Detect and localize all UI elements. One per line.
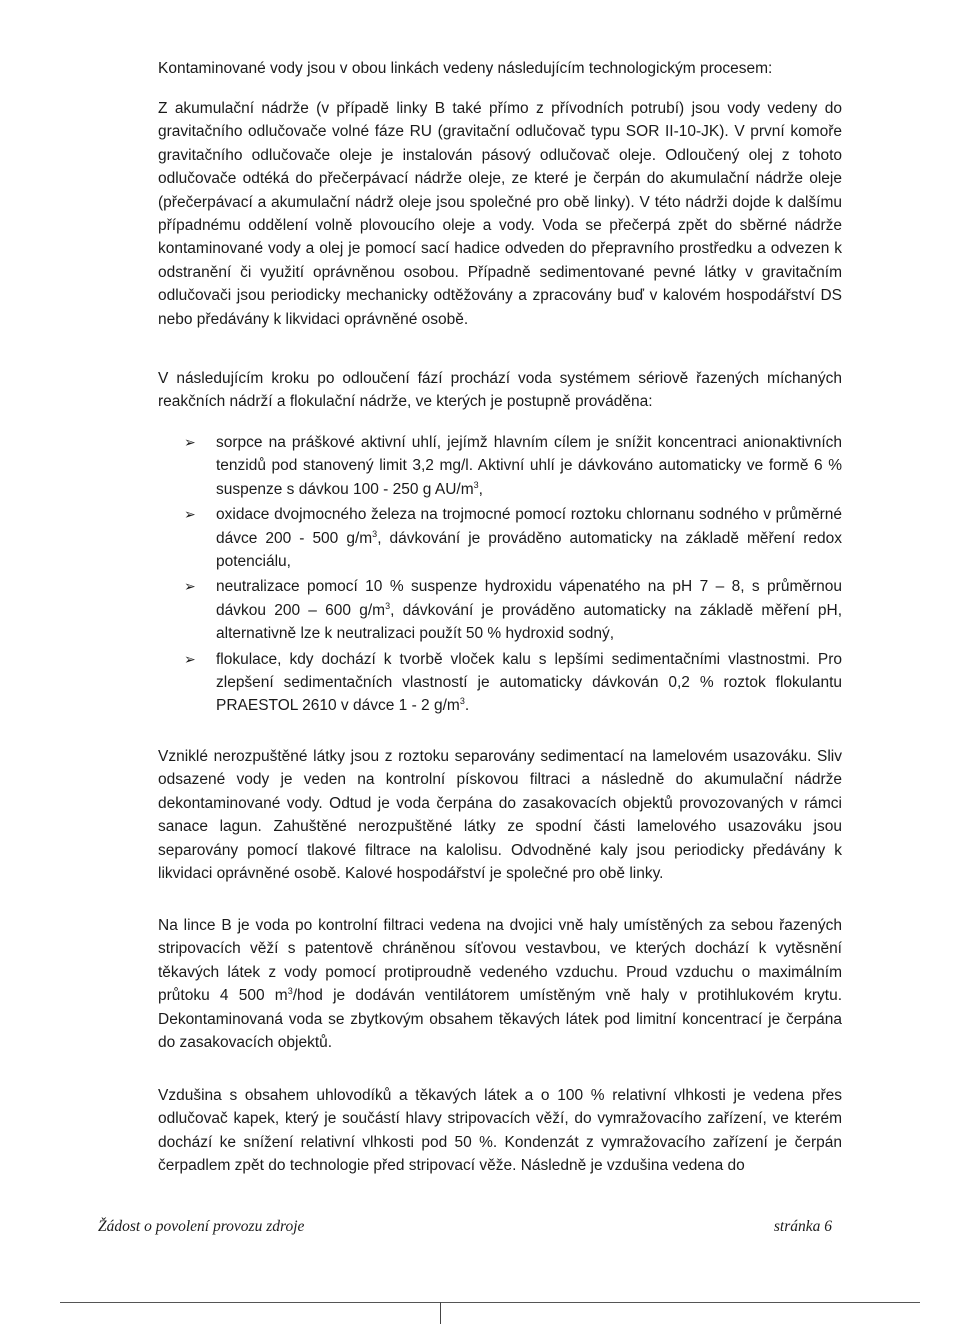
- scan-mark: [440, 1302, 441, 1324]
- list-item: ➢ oxidace dvojmocného železa na trojmocné pomocí roztoku chlornanu sodného v průměrné dávce 200 - 500 $g/m^3$, dávkování je prováděno automaticky na základě měření redox potenciálu,: [158, 503, 842, 573]
- arrow-bullet-icon: ➢: [184, 506, 196, 523]
- arrow-bullet-icon: ➢: [184, 434, 196, 450]
- footer-page-number: stránka 6: [773, 1218, 832, 1235]
- page-footer: [98, 1218, 832, 1240]
- paragraph-reaction-tanks: V následujícím kroku po odloučení fází prochází voda systémem sériově řazených míchaných reakčních nádrží a flokulační nádrže, ve kterých je postupně prováděna:: [158, 370, 842, 411]
- paragraph-air-treatment: Vzdušina s obsahem uhlovodíků a těkavých látek a o 100 % relativní vlhkosti je vedena přes odlučovač kapek, který je součástí hlavy stripovacích věží, do vymražovacího zařízení, ve kterém dochází ke snížení relativní vlhkosti pod 50 %. Kondenzát z vymražovacího zařízení je čerpán čerpadlem zpět do technologie před stripovací věže. Následně je vzdušina vedena do: [158, 1087, 842, 1175]
- footer-document-title: Žádost o povolení provozu zdroje: [98, 1218, 305, 1235]
- arrow-bullet-icon: ➢: [184, 578, 196, 595]
- intro-paragraph: Kontaminované vody jsou v obou linkách vedeny následujícím technologickým procesem:: [158, 60, 773, 77]
- list-item: ➢ flokulace, kdy dochází k tvorbě vloček kalu s lepšími sedimentačními vlastnostmi. Pro zlepšení sedimentačních vlastností je automaticky dávkován 0,2 % roztok flokulantu PRAESTOL 2610 v dávce 1 - 2 $g/m^3$.: [158, 648, 842, 718]
- list-item: ➢ sorpce na práškové aktivní uhlí, jejímž hlavním cílem je snížit koncentraci anionaktivních tenzidů pod stanovený limit 3,2 mg/l. Aktivní uhlí je dávkováno automaticky ve formě 6 % suspenze s dávkou 100 - 250 g $AU/m^3$,: [158, 431, 842, 501]
- list-item: ➢ neutralizace pomocí 10 % suspenze hydroxidu vápenatého na pH 7 – 8, s průměrnou dávkou 200 – 600 $g/m^3$, dávkování je prováděno automaticky na základě měření pH, alternativně lze k neutralizaci použít 50 % hydroxid sodný,: [158, 575, 842, 645]
- arrow-bullet-icon: ➢: [184, 650, 196, 667]
- bottom-divider: [60, 1302, 920, 1303]
- paragraph-stripping-towers: Na lince B je voda po kontrolní filtraci vedena na dvojici vně haly umístěných za sebou řazených stripovacích věží s patentově chráněnou síťovou vestavbou, ve kterých dochází k vytěsnění těkavých látek z vody pomocí protiproudně vedeného vzduchu. Proud vzduchu o maximálním průtoku 4 500 $m^3$/hod je dodáván ventilátorem umístěným vně haly v protihlukovém krytu. Dekontaminovaná voda se zbytkovým obsahem těkavých látek pod limitní koncentrací je čerpána do zasakovacích objektů.: [158, 917, 842, 1052]
- paragraph-oil-separation: Z akumulační nádrže (v případě linky B také přímo z přívodních potrubí) jsou vody vedeny do gravitačního odlučovače volné fáze RU (gravitační odlučovač typu SOR II-10-JK). V první komoře gravitačního odlučovače oleje je instalován pásový odlučovač oleje. Odloučený olej z tohoto odlučovače odtéká do přečerpávací nádrže oleje, ze které je čerpán do akumulační nádrže oleje (přečerpávací a akumulační nádrž oleje jsou společné pro obě linky). V této nádrži dojde k dalšímu případnému oddělení volně plovoucího oleje a vody. Voda se přečerpá zpět do sběrné nádrže kontaminované vody a olej je pomocí sací hadice odveden do přepravního prostředku a odvezen k odstranění či využití oprávněnou osobou. Případně sedimentované pevné látky v gravitačním odlučovači jsou periodicky mechanicky odtěžovány a zpracovány buď v kalovém hospodářství DS nebo předávány k likvidaci oprávněné osobě.: [158, 100, 842, 328]
- process-steps-list: [158, 431, 842, 720]
- paragraph-sedimentation: Vzniklé nerozpuštěné látky jsou z roztoku separovány sedimentací na lamelovém usazováku. Sliv odsazené vody je veden na kontrolní pískovou filtraci a následně do akumulační nádrže dekontaminované vody. Odtud je voda čerpána do zasakovacích objektů provozovaných v rámci sanace lagun. Zahuštěné nerozpuštěné látky ze spodní části lamelového usazováku jsou separovány pomocí tlakové filtrace na kalolisu. Odvodněné kaly jsou periodicky předávány k likvidaci oprávněné osobě. Kalové hospodářství je společné pro obě linky.: [158, 748, 842, 883]
